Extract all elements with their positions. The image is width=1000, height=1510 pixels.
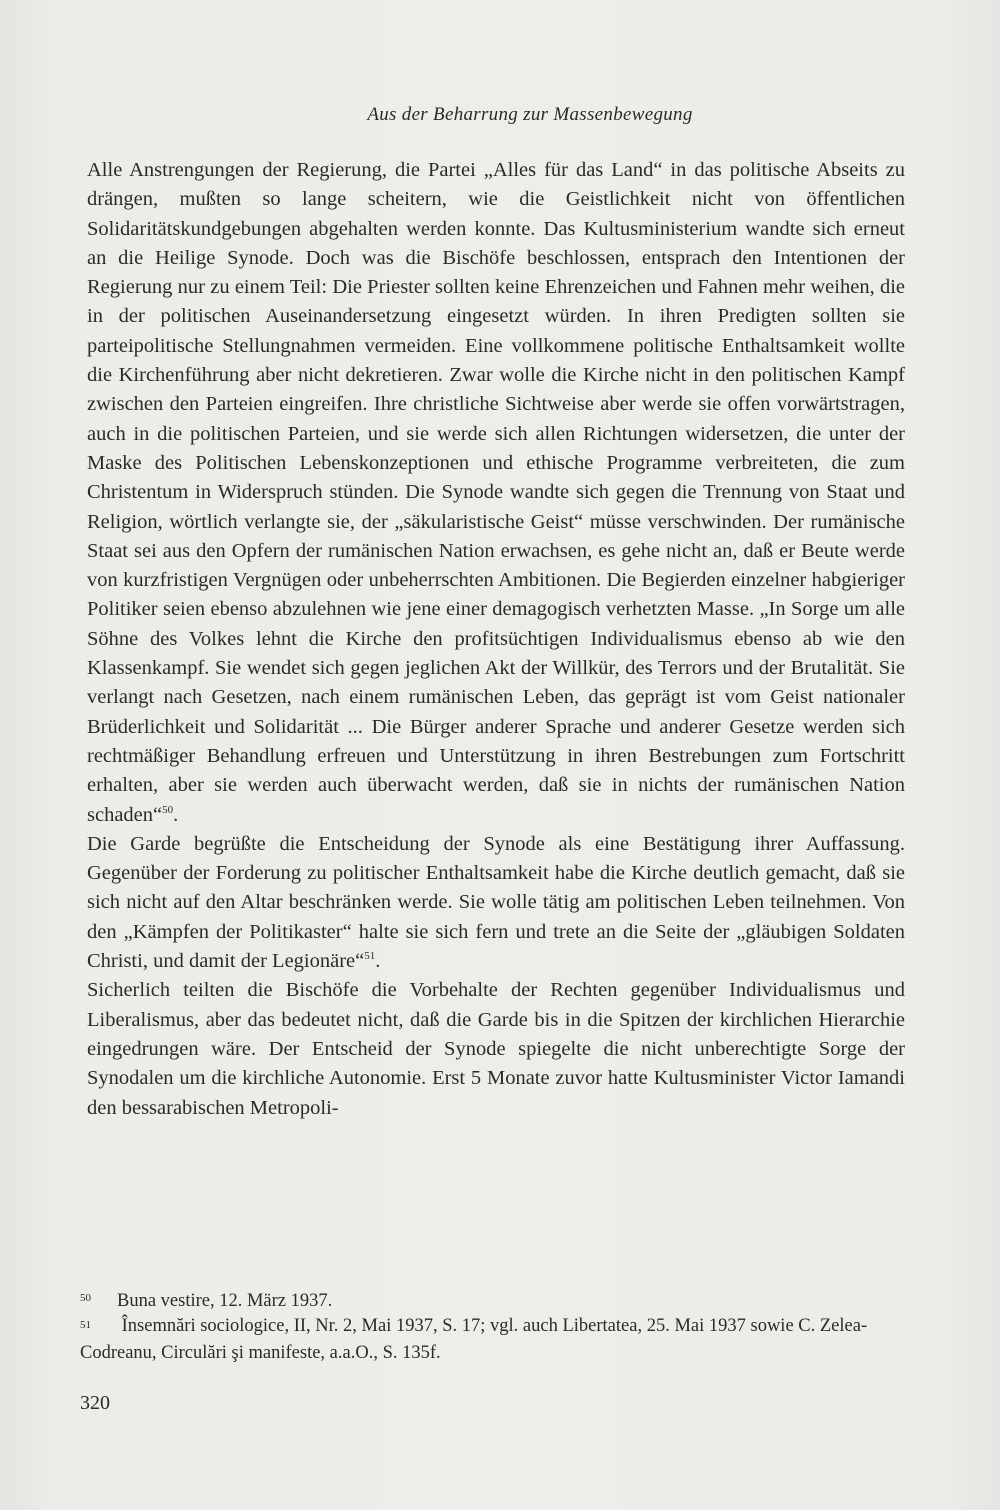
paragraph: [87, 830, 905, 976]
paragraph-end: .: [375, 950, 381, 973]
paragraph: [87, 976, 905, 1122]
paragraph-text: Die Garde begrüßte die Entscheidung der Synode als eine Bestätigung ihrer Auffassung. Gegenüber der Forderung zu politischer Enthaltsamkeit habe die Kirche deutlich gemacht, daß sie sich nicht auf den Altar beschränken werde. Sie wolle tätig am politischen Leben teilnehmen. Von den „Kämpfen der Politikaster“ halte sie sich fern und trete an die Seite der „gläubigen Soldaten Christi, und damit der Legionäre“: [87, 832, 905, 973]
paragraph-text: Alle Anstrengungen der Regierung, die Partei „Alles für das Land“ in das politische Abseits zu drängen, mußten so lange scheitern, wie die Geistlichkeit nicht von öffentlichen Solidaritätskundgebungen abgehalten werden konnte. Das Kultusministerium wandte sich erneut an die Heilige Synode. Doch was die Bischöfe beschlossen, entsprach den Intentionen der Regierung nur zu einem Teil: Die Priester sollten keine Ehrenzeichen und Fahnen mehr weihen, die in der politischen Auseinandersetzung eingesetzt würden. In ihren Predigten sollten sie parteipolitische Stellungnahmen vermeiden. Eine vollkommene politische Enthaltsamkeit wollte die Kirchenführung aber nicht dekretieren. Zwar wolle die Kirche nicht in den politischen Kampf zwischen den Parteien eingreifen. Ihre christliche Sichtweise aber werde sie offen vorwärtstragen, auch in die politischen Parteien, und sie werde sich allen Richtungen widersetzen, die unter der Maske des Politischen Lebenskonzeptionen und ethische Programme verbreiteten, die zum Christentum in Widerspruch stünden. Die Synode wandte sich gegen die Trennung von Staat und Religion, wörtlich verlangte sie, der „säkularistische Geist“ müsse verschwinden. Der rumänische Staat sei aus den Opfern der rumänischen Nation erwachsen, es gehe nicht an, daß er Beute werde von kurzfristigen Vergnügen oder unbeherrschten Ambitionen. Die Begierden einzelner habgieriger Politiker seien ebenso abzulehnen wie jene einer demagogisch verhetzten Masse. „In Sorge um alle Söhne des Volkes lehnt die Kirche den profitsüchtigen Individualismus ebenso ab wie den Klassenkampf. Sie wendet sich gegen jeglichen Akt der Willkür, des Terrors und der Brutalität. Sie verlangt nach Gesetzen, nach einem rumänischen Leben, das geprägt ist vom Geist nationaler Brüderlichkeit und Solidarität ... Die Bürger anderer Sprache und anderer Gesetze werden sich rechtmäßiger Behandlung erfreuen und Unterstützung in ihren Bestrebungen zum Fortschritt erhalten, aber sie werden auch überwacht werden, daß sie in nichts der rumänischen Nation schaden“: [87, 159, 905, 826]
paragraph-end: .: [173, 803, 179, 826]
footnote-text: Buna vestire, 12. März 1937.: [117, 1291, 333, 1311]
footnote-number: 50: [80, 1292, 91, 1304]
paragraph-text: Sicherlich teilten die Bischöfe die Vorbehalte der Rechten gegenüber Individualismus und Liberalismus, aber das bedeutet nicht, daß die Garde bis in die Spitzen der kirchlichen Hierarchie eingedrungen wäre. Der Entscheid der Synode spiegelte die nicht unberechtigte Sorge der Synodalen um die kirchliche Autonomie. Erst 5 Monate zuvor hatte Kultusminister Victor Iamandi den bessarabischen Metropoli-: [87, 979, 905, 1119]
paragraph: [87, 156, 905, 830]
page-number: 320: [80, 1392, 110, 1414]
footnote-reference: 51: [364, 950, 376, 963]
footnote: [80, 1314, 906, 1366]
footnote-text: Însemnări sociologice, II, Nr. 2, Mai 1937, S. 17; vgl. auch Libertatea, 25. Mai 1937 sowie C. Zelea-Codreanu, Circulări şi manifeste, a.a.O., S. 135f.: [80, 1316, 868, 1363]
footnote-number: 51: [80, 1319, 91, 1331]
footnote: [80, 1289, 906, 1314]
body-text: [87, 156, 905, 1123]
running-head: Aus der Beharrung zur Massenbewegung: [367, 104, 693, 125]
footnotes: [80, 1289, 906, 1366]
footnote-reference: 50: [162, 803, 174, 816]
